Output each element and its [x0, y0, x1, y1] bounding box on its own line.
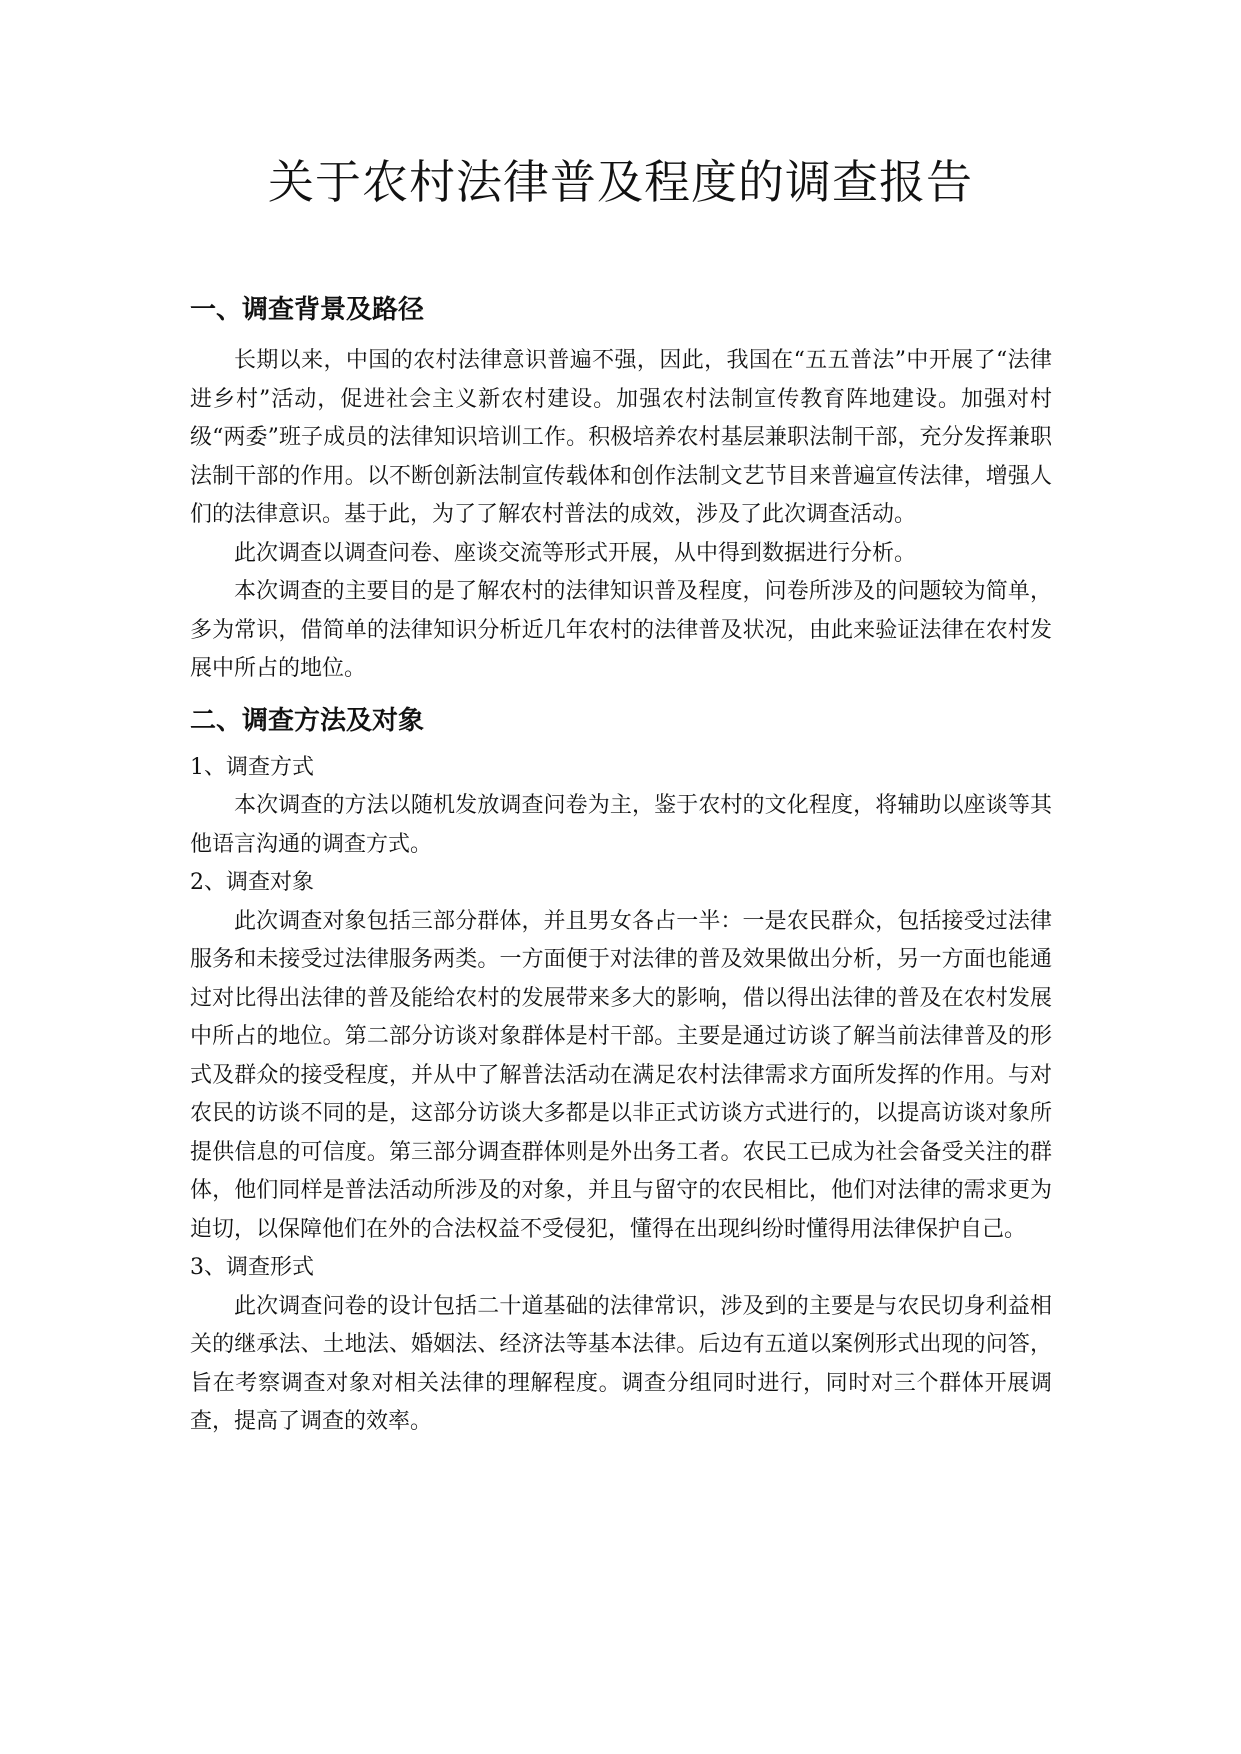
paragraph: 此次调查以调查问卷、座谈交流等形式开展，从中得到数据进行分析。	[234, 540, 917, 566]
document-body	[190, 290, 1052, 1442]
subsection-label-survey-form: 3、调查形式	[190, 1255, 314, 1280]
paragraph: 此次调查问卷的设计包括二十道基础的法律常识，涉及到的主要是与农民切身利益相关的继承法、土地法、婚姻法、经济法等基本法律。后边有五道以案例形式出现的问答，旨在考察调查对象对相关法律的理解程度。调查分组同时进行，同时对三个群体开展调查，提高了调查的效率。	[190, 1293, 1052, 1434]
paragraph: 此次调查对象包括三部分群体，并且男女各占一半：一是农民群众，包括接受过法律服务和未接受过法律服务两类。一方面便于对法律的普及效果做出分析，另一方面也能通过对比得出法律的普及能给农村的发展带来多大的影响，借以得出法律的普及在农村发展中所占的地位。第二部分访谈对象群体是村干部。主要是通过访谈了解当前法律普及的形式及群众的接受程度，并从中了解普法活动在满足农村法律需求方面所发挥的作用。与对农民的访谈不同的是，这部分访谈大多都是以非正式访谈方式进行的，以提高访谈对象所提供信息的可信度。第三部分调查群体则是外出务工者。农民工已成为社会备受关注的群体，他们同样是普法活动所涉及的对象，并且与留守的农民相比，他们对法律的需求更为迫切，以保障他们在外的合法权益不受侵犯，懂得在出现纠纷时懂得用法律保护自己。	[190, 908, 1052, 1242]
section-heading-background: 一、调查背景及路径	[190, 295, 425, 325]
paragraph: 本次调查的主要目的是了解农村的法律知识普及程度，问卷所涉及的问题较为简单，多为常识，借简单的法律知识分析近几年农村的法律普及状况，由此来验证法律在农村发展中所占的地位。	[190, 579, 1052, 681]
subsection-label-survey-subjects: 2、调查对象	[190, 870, 314, 895]
subsection-label-survey-method: 1、调查方式	[190, 754, 314, 780]
paragraph: 本次调查的方法以随机发放调查问卷为主，鉴于农村的文化程度，将辅助以座谈等其他语言沟通的调查方式。	[190, 793, 1052, 857]
document-title: 关于农村法律普及程度的调查报告	[268, 155, 973, 209]
section-heading-method: 二、调查方法及对象	[190, 705, 425, 736]
paragraph: 长期以来，中国的农村法律意识普遍不强，因此，我国在“五五普法”中开展了“法律进乡村”活动，促进社会主义新农村建设。加强农村法制宣传教育阵地建设。加强对村级“两委”班子成员的法律知识培训工作。积极培养农村基层兼职法制干部，充分发挥兼职法制干部的作用。以不断创新法制宣传载体和创作法制文艺节目来普遍宣传法律，增强人们的法律意识。基于此，为了了解农村普法的成效，涉及了此次调查活动。	[190, 348, 1052, 527]
